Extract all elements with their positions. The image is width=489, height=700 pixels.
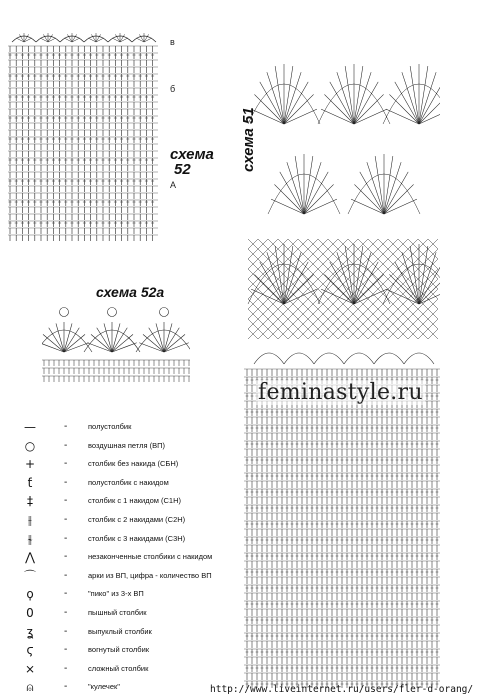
legend-dash: - <box>64 514 68 525</box>
fan-stitch-mark <box>91 334 112 352</box>
legend-text: сложный столбик <box>88 663 149 673</box>
fan-stitch-mark <box>304 156 313 214</box>
legend-row <box>14 661 244 677</box>
legend-dash: - <box>64 421 68 432</box>
dash-icon: — <box>24 420 36 434</box>
arch-mark <box>254 353 284 364</box>
legend-row <box>14 549 244 565</box>
fan-stitch-mark <box>43 334 64 352</box>
legend-row <box>14 531 244 547</box>
scheme-52-chart <box>6 30 162 242</box>
picot-mark <box>108 308 117 317</box>
fan-stitch-mark <box>304 162 321 214</box>
fan-stitch-mark <box>402 72 419 124</box>
fan-stitch-mark <box>156 323 164 352</box>
front-post-icon: ʓ <box>26 624 34 639</box>
scheme-52a-label: схема 52а <box>96 284 165 300</box>
legend-row <box>14 512 244 528</box>
fan-stitch-mark <box>321 289 354 304</box>
footer-url: http://www.liveinternet.ru/users/fler-d-orang/ <box>210 684 474 695</box>
fan-stitch-mark <box>402 252 419 304</box>
picot-mark <box>160 308 169 317</box>
legend-text: столбик с 2 накидами (С2Н) <box>88 515 186 524</box>
fan-stitch-mark <box>419 72 436 124</box>
cluster-icon: ⨯ <box>24 661 36 676</box>
fan-stitch-mark <box>275 66 284 124</box>
fan-stitch-mark <box>389 274 419 304</box>
arch-mark <box>404 353 434 364</box>
fan-stitch-mark <box>345 246 354 304</box>
fan-stitch-mark <box>419 66 428 124</box>
arch-mark <box>383 84 440 124</box>
scheme-52-label-word: схема <box>170 146 214 163</box>
fan-stitch-mark <box>384 156 393 214</box>
fan-stitch-mark <box>384 184 414 214</box>
fan-stitch-mark <box>337 72 354 124</box>
legend-row <box>14 642 244 658</box>
arch-mark <box>344 353 374 364</box>
fan-stitch-mark <box>324 94 354 124</box>
fan-stitch-mark <box>419 274 440 304</box>
fan-stitch-mark <box>304 184 334 214</box>
fan-stitch-mark <box>419 109 440 124</box>
fan-stitch-mark <box>345 66 354 124</box>
scheme-52-label-number: 52 <box>174 161 191 178</box>
arch-mark <box>383 264 440 304</box>
fan-stitch-mark <box>419 289 440 304</box>
fan-stitch-mark <box>56 323 64 352</box>
fan-stitch-mark <box>284 72 301 124</box>
fan-stitch-mark <box>419 252 436 304</box>
legend-row <box>14 475 244 491</box>
fan-stitch-mark <box>354 184 384 214</box>
arch-mark <box>284 353 314 364</box>
fan-stitch-mark <box>164 334 185 352</box>
fan-stitch-mark <box>410 66 419 124</box>
puff-icon: 0 <box>26 606 34 620</box>
legend-row <box>14 493 244 509</box>
legend-dash: - <box>64 644 68 656</box>
legend-row <box>14 438 244 454</box>
legend-row <box>14 456 244 472</box>
watermark-text: feminastyle.ru <box>258 380 423 405</box>
fan-stitch-mark <box>384 162 401 214</box>
scheme-51-label: схема 51 <box>240 107 257 172</box>
legend-text: полустолбик с накидом <box>88 477 169 487</box>
arch-icon: ⌒ <box>23 568 36 583</box>
legend-text: столбик с 3 накидами (С3Н) <box>88 533 186 543</box>
fan-stitch-mark <box>275 246 284 304</box>
legend-dash: - <box>64 588 68 600</box>
fan-stitch-mark <box>284 109 317 124</box>
legend-dash: - <box>64 681 68 693</box>
dc2-icon: ⫲ <box>28 513 32 527</box>
fan-stitch-mark <box>389 94 419 124</box>
fan-stitch-mark <box>295 156 304 214</box>
fan-stitch-mark <box>254 94 284 124</box>
legend-dash: - <box>64 439 68 451</box>
legend-text: столбик без накида (СБН) <box>88 459 179 469</box>
fan-stitch-mark <box>64 323 72 352</box>
fan-stitch-mark <box>304 199 337 214</box>
arch-mark <box>314 353 344 364</box>
fan-stitch-mark <box>354 109 387 124</box>
legend-dash: - <box>64 551 68 563</box>
fan-stitch-mark <box>164 323 172 352</box>
picot-mark <box>60 308 69 317</box>
fan-stitch-mark <box>375 156 384 214</box>
half-dc-icon: ƭ <box>27 475 33 490</box>
fan-stitch-mark <box>164 343 189 352</box>
fan-stitch-mark <box>321 109 354 124</box>
legend-text: "пико" из 3-х ВП <box>88 589 144 599</box>
fan-stitch-mark <box>271 199 304 214</box>
fan-stitch-mark <box>274 184 304 214</box>
legend-text: вогнутый столбик <box>88 645 150 655</box>
circle-icon: ○ <box>24 438 36 453</box>
scheme-51-chart <box>244 24 440 690</box>
legend-dash: - <box>64 532 68 544</box>
legend-text: "кулечек" <box>88 682 120 692</box>
fan-stitch-mark <box>351 199 384 214</box>
legend-dash: - <box>64 458 68 470</box>
dc1-icon: ‡ <box>27 494 33 509</box>
legend-text: выпуклый столбик <box>88 626 152 636</box>
fan-stitch-mark <box>284 66 293 124</box>
legend-text: полустолбик <box>88 422 132 431</box>
back-post-icon: ϛ <box>26 643 34 658</box>
fan-stitch-mark <box>42 343 64 352</box>
fan-stitch-mark <box>384 199 417 214</box>
fan-stitch-mark <box>354 252 371 304</box>
dc3-icon: ⫳ <box>27 531 33 546</box>
fan-stitch-mark <box>112 334 133 352</box>
fan-stitch-mark <box>284 94 314 124</box>
legend-text: пышный столбик <box>88 608 147 617</box>
legend-text: столбик с 1 накидом (С1Н) <box>88 496 181 506</box>
fan-stitch-mark <box>386 109 419 124</box>
legend-row <box>14 624 244 640</box>
legend-text: арки из ВП, цифра - количество ВП <box>88 570 212 580</box>
unfinished-dc-icon: ⋀ <box>25 550 35 565</box>
fan-stitch-mark <box>251 289 284 304</box>
picot-icon: ϙ <box>26 587 34 602</box>
legend-dash: - <box>64 476 68 488</box>
fan-stitch-mark <box>354 94 384 124</box>
row-mark-b: б <box>170 84 176 94</box>
fan-stitch-mark <box>267 72 284 124</box>
fan-stitch-mark <box>287 162 304 214</box>
scheme-52a-chart <box>42 302 190 384</box>
bobble-icon: ⍝ <box>26 680 34 695</box>
fan-stitch-mark <box>64 334 85 352</box>
row-mark-v: в <box>170 37 175 47</box>
fan-stitch-mark <box>354 66 363 124</box>
legend-dash: - <box>64 625 68 637</box>
legend-text: незаконченные столбики с накидом <box>88 552 213 562</box>
legend-dash: - <box>64 569 68 581</box>
fan-stitch-mark <box>419 94 440 124</box>
legend-dash: - <box>64 607 68 618</box>
fan-stitch-mark <box>112 343 137 352</box>
fan-stitch-mark <box>367 162 384 214</box>
fan-stitch-mark <box>284 252 301 304</box>
legend-row <box>14 586 244 602</box>
fan-stitch-mark <box>143 334 164 352</box>
fan-stitch-mark <box>139 343 164 352</box>
fan-stitch-mark <box>104 323 112 352</box>
fan-stitch-mark <box>354 72 371 124</box>
arch-mark <box>374 353 404 364</box>
legend-row <box>14 419 244 435</box>
legend-text: воздушная петля (ВП) <box>88 440 166 450</box>
legend-dash: - <box>64 662 68 674</box>
fan-stitch-mark <box>419 246 428 304</box>
legend-dash: - <box>64 495 68 507</box>
legend-row <box>14 568 244 584</box>
row-mark-a: А <box>170 180 177 190</box>
fan-stitch-mark <box>112 323 120 352</box>
legend-row <box>14 605 244 621</box>
plus-icon: + <box>24 457 36 472</box>
